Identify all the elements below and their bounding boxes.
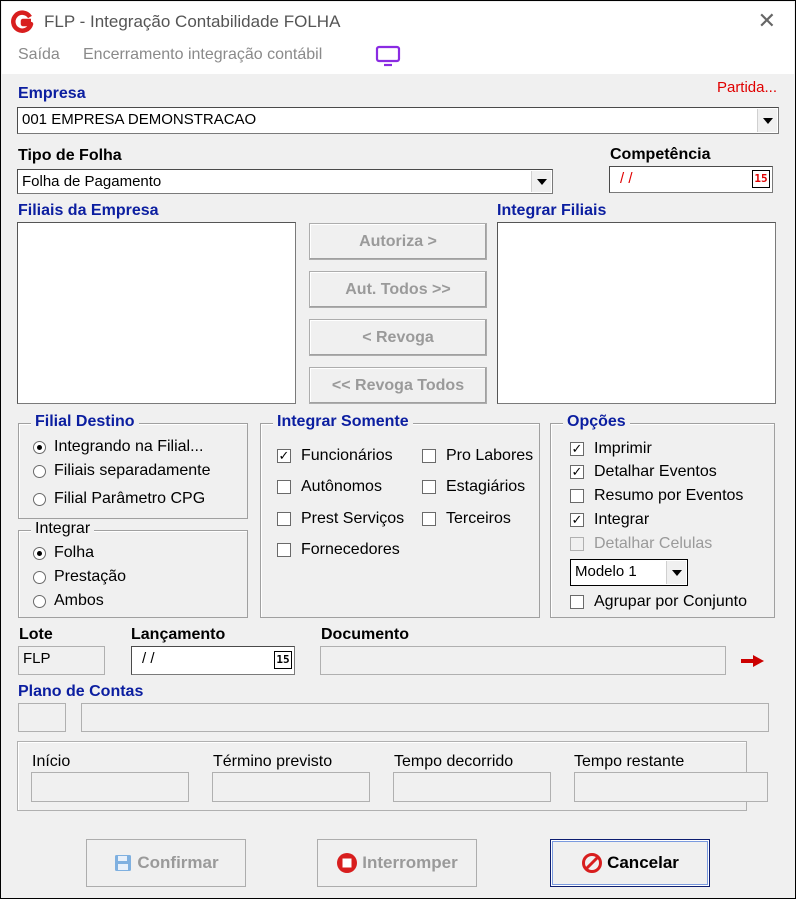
- checkbox-icon: [422, 480, 436, 494]
- confirmar-label: Confirmar: [137, 853, 219, 872]
- save-icon: [113, 853, 133, 873]
- check-fornecedores[interactable]: [277, 541, 400, 559]
- check-pro-labores[interactable]: [422, 447, 533, 465]
- check-autonomos[interactable]: [277, 478, 382, 496]
- radio-label: Filial Parâmetro CPG: [54, 490, 206, 507]
- radio-label: Filiais separadamente: [54, 462, 211, 479]
- integrar-title: Integrar: [31, 520, 94, 538]
- calendar-icon[interactable]: 15: [752, 170, 770, 188]
- competencia-input[interactable]: [609, 166, 773, 193]
- interromper-label: Interromper: [362, 853, 458, 872]
- lote-field: [18, 646, 105, 675]
- radio-label: Folha: [54, 544, 95, 561]
- modelo-value: Modelo 1: [575, 563, 637, 580]
- plano-contas-desc: [81, 703, 769, 732]
- radio-filiais-separadamente[interactable]: [33, 462, 211, 480]
- cancel-icon: [581, 852, 603, 874]
- checkbox-icon: [422, 449, 436, 463]
- cancelar-label: Cancelar: [607, 853, 679, 872]
- check-resumo-eventos[interactable]: [570, 487, 743, 505]
- checkbox-icon: ✓: [571, 464, 583, 479]
- lancamento-label: Lançamento: [131, 626, 226, 643]
- revoga-todos-label: << Revoga Todos: [331, 376, 465, 394]
- autoriza-label: Autoriza >: [359, 232, 437, 250]
- arrow-right-icon[interactable]: [740, 654, 766, 668]
- monitor-icon[interactable]: [375, 45, 401, 67]
- radio-filial-parametro[interactable]: [33, 490, 205, 508]
- lancamento-value: / /: [142, 650, 155, 667]
- radio-label: Integrando na Filial...: [54, 438, 204, 455]
- check-label: Agrupar por Conjunto: [594, 593, 747, 610]
- decorrido-field: [393, 772, 551, 802]
- checkbox-icon: ✓: [571, 512, 583, 527]
- radio-folha[interactable]: [33, 544, 94, 562]
- check-terceiros[interactable]: [422, 510, 511, 528]
- checkbox-icon: [422, 512, 436, 526]
- termino-label: Término previsto: [213, 753, 333, 770]
- integrar-somente-title: Integrar Somente: [273, 413, 413, 431]
- check-label: Autônomos: [301, 478, 382, 495]
- aut-todos-label: Aut. Todos >>: [345, 280, 451, 298]
- radio-icon: [33, 595, 46, 608]
- stop-icon: [336, 852, 358, 874]
- check-label: Imprimir: [594, 440, 652, 457]
- aut-todos-button[interactable]: [309, 271, 487, 308]
- competencia-value: / /: [620, 170, 633, 187]
- radio-icon: [33, 547, 46, 560]
- inicio-field: [31, 772, 189, 802]
- empresa-select[interactable]: [17, 107, 779, 134]
- inicio-label: Início: [32, 753, 71, 770]
- filial-destino-group: [18, 413, 248, 519]
- revoga-label: < Revoga: [362, 328, 434, 346]
- checkbox-icon: [277, 512, 291, 526]
- check-detalhar-celulas[interactable]: [570, 535, 712, 553]
- check-label: Fornecedores: [301, 541, 400, 558]
- integrar-group: [18, 520, 248, 618]
- modelo-select[interactable]: [570, 559, 688, 586]
- menu-item-saida[interactable]: Saída: [18, 46, 60, 63]
- check-imprimir[interactable]: [570, 440, 652, 458]
- tipo-folha-select[interactable]: [17, 169, 553, 194]
- check-label: Funcionários: [301, 447, 393, 464]
- check-label: Prest Serviços: [301, 510, 405, 527]
- check-funcionarios[interactable]: [277, 447, 393, 465]
- menu-item-encerramento[interactable]: Encerramento integração contábil: [83, 46, 323, 63]
- decorrido-label: Tempo decorrido: [394, 753, 514, 770]
- radio-icon: [33, 465, 46, 478]
- check-agrupar-conjunto[interactable]: [570, 593, 747, 611]
- radio-icon: [33, 493, 46, 506]
- opcoes-group: [550, 413, 775, 618]
- radio-icon: [33, 441, 46, 454]
- integrar-somente-group: [260, 413, 540, 618]
- autoriza-button[interactable]: [309, 223, 487, 260]
- title-bar: [2, 2, 794, 40]
- check-integrar[interactable]: [570, 511, 649, 529]
- check-label: Detalhar Celulas: [594, 535, 713, 552]
- check-label: Pro Labores: [446, 447, 534, 464]
- opcoes-title: Opções: [563, 413, 630, 431]
- radio-label: Ambos: [54, 592, 104, 609]
- radio-ambos[interactable]: [33, 592, 104, 610]
- chevron-down-icon[interactable]: [531, 171, 551, 192]
- close-icon[interactable]: ✕: [757, 8, 776, 33]
- radio-integrando-filial[interactable]: [33, 438, 203, 456]
- termino-field: [212, 772, 370, 802]
- chevron-down-icon[interactable]: [757, 109, 777, 132]
- radio-icon: [33, 571, 46, 584]
- window-title: FLP - Integração Contabilidade FOLHA: [44, 12, 341, 31]
- lote-value: FLP: [23, 650, 51, 667]
- radio-label: Prestação: [54, 568, 127, 585]
- checkbox-icon: [277, 543, 291, 557]
- check-label: Estagiários: [446, 478, 526, 495]
- filial-destino-title: Filial Destino: [31, 413, 139, 431]
- checkbox-icon: [570, 537, 584, 551]
- check-label: Resumo por Eventos: [594, 487, 744, 504]
- app-logo-icon: [10, 10, 34, 34]
- integrar-filiais-list[interactable]: [497, 222, 776, 404]
- documento-label: Documento: [321, 626, 409, 643]
- integrar-filiais-label: Integrar Filiais: [497, 202, 607, 219]
- lote-label: Lote: [19, 626, 53, 643]
- lancamento-input[interactable]: [131, 646, 295, 675]
- documento-field: [320, 646, 726, 675]
- checkbox-icon: ✓: [278, 448, 290, 463]
- checkbox-icon: [570, 489, 584, 503]
- checkbox-icon: [570, 595, 584, 609]
- filiais-list[interactable]: [17, 222, 296, 404]
- restante-label: Tempo restante: [574, 753, 685, 770]
- calendar-icon[interactable]: 15: [274, 651, 292, 669]
- cancelar-button[interactable]: [550, 839, 710, 887]
- check-prest-servicos[interactable]: [277, 510, 404, 528]
- checkbox-icon: [277, 480, 291, 494]
- empresa-label: Empresa: [18, 85, 86, 102]
- revoga-button[interactable]: [309, 319, 487, 356]
- confirmar-button[interactable]: [86, 839, 246, 887]
- tipo-folha-value: Folha de Pagamento: [22, 173, 162, 190]
- plano-contas-code: [18, 703, 66, 732]
- tipo-folha-label: Tipo de Folha: [18, 147, 122, 164]
- empresa-value: 001 EMPRESA DEMONSTRACAO: [22, 111, 257, 128]
- check-label: Integrar: [594, 511, 650, 528]
- interromper-button[interactable]: [317, 839, 477, 887]
- checkbox-icon: ✓: [571, 441, 583, 456]
- filiais-label: Filiais da Empresa: [18, 202, 159, 219]
- chevron-down-icon[interactable]: [666, 561, 686, 584]
- check-label: Detalhar Eventos: [594, 463, 717, 480]
- check-estagiarios[interactable]: [422, 478, 525, 496]
- check-label: Terceiros: [446, 510, 511, 527]
- competencia-label: Competência: [610, 146, 711, 163]
- partida-link[interactable]: Partida...: [716, 79, 777, 96]
- plano-contas-label: Plano de Contas: [18, 683, 144, 700]
- radio-prestacao[interactable]: [33, 568, 126, 586]
- revoga-todos-button[interactable]: [309, 367, 487, 404]
- restante-field: [574, 772, 768, 802]
- check-detalhar-eventos[interactable]: [570, 463, 717, 481]
